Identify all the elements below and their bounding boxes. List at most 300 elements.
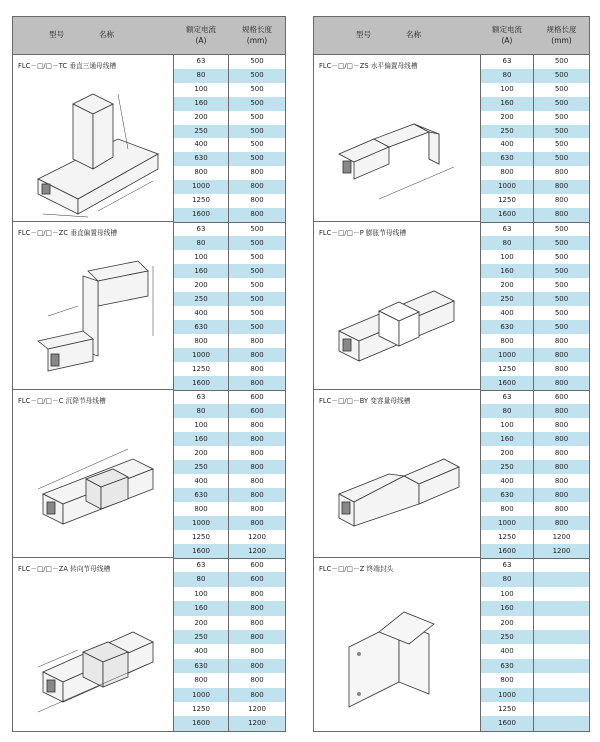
length-cell: 800	[554, 209, 569, 218]
current-cell: 200	[174, 616, 229, 630]
length-cell: 800	[250, 618, 264, 627]
current-cell: 1600	[174, 208, 229, 222]
current-cell: 1600	[174, 544, 229, 558]
table-row	[481, 69, 589, 83]
current-cell: 1600	[481, 376, 534, 390]
table-row	[174, 446, 285, 460]
current-cell: 1000	[481, 348, 534, 362]
section-title: FLC－□/□－TC 垂直三通母线槽	[18, 62, 117, 70]
current-cell: 250	[481, 630, 534, 644]
length-cell: 500	[554, 126, 569, 135]
table-row	[481, 659, 589, 673]
length-cell: 500	[554, 280, 569, 289]
length-cell: 800	[250, 647, 264, 656]
current-cell: 250	[174, 125, 229, 139]
table-row	[174, 208, 285, 222]
current-cell: 630	[481, 152, 534, 166]
table-row	[174, 83, 285, 97]
table-row	[174, 306, 285, 320]
section-title: FLC－□/□－Z 终端封头	[319, 565, 394, 573]
current-cell: 160	[174, 97, 229, 111]
current-cell: 160	[481, 97, 534, 111]
length-cell	[534, 587, 589, 601]
length-cell: 800	[250, 661, 264, 670]
current-cell: 200	[481, 111, 534, 125]
section-title: FLC－□/□－C 沉降节母线槽	[18, 397, 106, 405]
table-row	[174, 544, 285, 558]
table-row	[481, 616, 589, 630]
current-cell: 100	[481, 587, 534, 601]
length-cell: 500	[250, 57, 264, 65]
length-cell: 500	[554, 84, 569, 93]
header-current: 额定电流	[186, 25, 216, 34]
horizontal-offset-busway-illustration	[319, 69, 474, 219]
current-cell: 400	[481, 474, 534, 488]
current-cell: 1600	[481, 544, 534, 558]
current-cell: 200	[481, 616, 534, 630]
current-cell: 400	[174, 474, 229, 488]
length-cell: 1200	[552, 532, 571, 541]
current-cell: 250	[174, 630, 229, 644]
length-cell: 800	[250, 434, 264, 443]
table-row	[174, 362, 285, 376]
table-row	[481, 446, 589, 460]
length-cell: 500	[554, 98, 569, 107]
current-cell: 1250	[481, 194, 534, 208]
current-cell: 100	[481, 83, 534, 97]
table-row	[481, 558, 589, 572]
table-row	[174, 292, 285, 306]
table-row	[174, 460, 285, 474]
current-cell: 100	[174, 587, 229, 601]
current-cell: 250	[174, 292, 229, 306]
table-row	[481, 250, 589, 264]
length-cell: 500	[554, 308, 569, 317]
table-row	[174, 69, 285, 83]
header-current: 额定电流	[492, 25, 522, 34]
table-row	[174, 630, 285, 644]
length-cell: 1200	[248, 704, 266, 713]
current-cell: 80	[481, 572, 534, 586]
table-row	[481, 152, 589, 166]
length-cell: 500	[554, 70, 569, 79]
table-row	[174, 516, 285, 530]
length-cell: 800	[554, 364, 569, 373]
table-row	[481, 418, 589, 432]
table-row	[481, 488, 589, 502]
length-cell	[534, 659, 589, 673]
length-cell: 500	[250, 322, 264, 331]
current-cell: 160	[174, 601, 229, 615]
length-cell: 800	[250, 632, 264, 641]
length-cell: 500	[250, 224, 264, 233]
current-cell: 1250	[481, 362, 534, 376]
table-row	[174, 138, 285, 152]
table-row	[481, 264, 589, 278]
table-row	[481, 97, 589, 111]
length-cell: 800	[250, 690, 264, 699]
table-row	[481, 348, 589, 362]
current-cell: 1000	[481, 180, 534, 194]
table-row	[174, 180, 285, 194]
length-cell: 800	[554, 182, 569, 191]
length-cell: 1200	[552, 546, 571, 555]
length-cell: 500	[250, 70, 264, 79]
length-cell: 800	[554, 378, 569, 387]
current-cell: 100	[174, 250, 229, 264]
table-row	[481, 530, 589, 544]
length-cell: 800	[554, 476, 569, 485]
current-cell: 1600	[481, 716, 534, 730]
current-cell: 1250	[174, 702, 229, 716]
table-row	[481, 166, 589, 180]
table-row	[174, 152, 285, 166]
length-cell	[534, 702, 589, 716]
header-model: 型号	[356, 30, 371, 39]
table-row	[174, 716, 285, 730]
length-cell: 800	[554, 448, 569, 457]
current-cell: 1250	[174, 194, 229, 208]
length-cell: 500	[250, 140, 264, 149]
table-row	[481, 111, 589, 125]
table-header	[314, 17, 589, 55]
table-row	[174, 572, 285, 586]
length-cell: 500	[554, 294, 569, 303]
name-column	[314, 55, 481, 731]
table-row	[174, 390, 285, 404]
current-cell: 800	[481, 166, 534, 180]
current-cell: 1600	[481, 208, 534, 222]
header-model: 型号	[49, 30, 64, 39]
length-cell: 800	[250, 604, 264, 613]
current-cell: 400	[174, 138, 229, 152]
current-cell: 1600	[174, 716, 229, 730]
length-cell: 800	[250, 462, 264, 471]
length-cell: 500	[250, 294, 264, 303]
current-cell: 80	[174, 404, 229, 418]
table-row	[174, 236, 285, 250]
current-cell: 1000	[174, 688, 229, 702]
current-cell: 200	[481, 446, 534, 460]
length-cell: 800	[554, 196, 569, 205]
table-row	[481, 292, 589, 306]
length-cell: 800	[250, 378, 264, 387]
table-row	[174, 673, 285, 687]
table-row	[174, 278, 285, 292]
length-cell: 500	[554, 140, 569, 149]
table-row	[481, 502, 589, 516]
table-row	[174, 474, 285, 488]
table-row	[174, 264, 285, 278]
length-cell: 800	[250, 196, 264, 205]
length-cell: 800	[554, 490, 569, 499]
table-row	[174, 659, 285, 673]
current-cell: 80	[174, 572, 229, 586]
header-length-unit: (mm)	[551, 36, 572, 45]
table-row	[481, 474, 589, 488]
table-row	[481, 83, 589, 97]
left-value-grid	[174, 55, 285, 731]
current-cell: 800	[174, 502, 229, 516]
current-cell: 400	[174, 306, 229, 320]
table-row	[481, 644, 589, 658]
current-cell: 800	[174, 166, 229, 180]
length-cell: 800	[250, 350, 264, 359]
table-row	[481, 236, 589, 250]
table-row	[174, 688, 285, 702]
table-row	[174, 432, 285, 446]
current-cell: 630	[481, 659, 534, 673]
table-row	[481, 673, 589, 687]
header-current-unit: (A)	[501, 36, 513, 45]
table-row	[174, 376, 285, 390]
table-row	[481, 138, 589, 152]
length-cell: 800	[250, 168, 264, 177]
table-row	[481, 572, 589, 586]
current-cell: 80	[174, 69, 229, 83]
length-cell: 500	[250, 84, 264, 93]
current-cell: 1000	[174, 180, 229, 194]
current-cell: 63	[481, 223, 534, 236]
table-row	[481, 334, 589, 348]
current-cell: 400	[481, 306, 534, 320]
current-cell: 160	[481, 432, 534, 446]
length-cell: 500	[250, 154, 264, 163]
table-row	[481, 180, 589, 194]
table-row	[481, 516, 589, 530]
current-cell: 63	[481, 559, 534, 572]
table-row	[174, 530, 285, 544]
table-row	[481, 688, 589, 702]
length-cell: 800	[250, 448, 264, 457]
current-cell: 630	[174, 659, 229, 673]
table-row	[174, 250, 285, 264]
current-cell: 800	[174, 673, 229, 687]
length-cell: 800	[554, 336, 569, 345]
length-cell: 800	[250, 504, 264, 513]
table-row	[174, 194, 285, 208]
current-cell: 160	[174, 432, 229, 446]
table-row	[174, 125, 285, 139]
current-cell: 100	[174, 418, 229, 432]
table-row	[174, 587, 285, 601]
right-spec-table	[313, 16, 590, 732]
table-row	[481, 601, 589, 615]
length-cell: 800	[554, 518, 569, 527]
length-cell: 500	[250, 98, 264, 107]
table-row	[174, 97, 285, 111]
current-cell: 160	[481, 601, 534, 615]
section-z	[314, 558, 480, 731]
table-row	[174, 320, 285, 334]
section-title: FLC－□/□－ZC 垂直偏置母线槽	[18, 229, 118, 237]
length-cell: 800	[250, 518, 264, 527]
current-cell: 63	[481, 55, 534, 69]
table-row	[481, 716, 589, 730]
current-cell: 100	[481, 250, 534, 264]
length-cell	[534, 559, 589, 572]
current-cell: 1250	[174, 530, 229, 544]
length-cell: 500	[554, 322, 569, 331]
current-cell: 63	[174, 391, 229, 404]
current-cell: 630	[481, 488, 534, 502]
length-cell: 600	[250, 575, 264, 584]
length-cell: 500	[554, 224, 569, 233]
table-row	[481, 320, 589, 334]
table-row	[174, 222, 285, 236]
section-title: FLC－□/□－P 膨胀节母线槽	[319, 229, 407, 237]
length-cell	[534, 630, 589, 644]
length-cell: 600	[554, 392, 569, 401]
current-cell: 400	[174, 644, 229, 658]
section-zc	[13, 222, 173, 390]
table-row	[481, 222, 589, 236]
table-row	[481, 194, 589, 208]
table-row	[481, 460, 589, 474]
length-cell: 1200	[248, 532, 266, 541]
length-cell: 500	[250, 280, 264, 289]
header-length: 规格长度	[242, 25, 272, 34]
length-cell: 500	[250, 252, 264, 261]
current-cell: 250	[481, 125, 534, 139]
current-cell: 200	[174, 278, 229, 292]
section-zs	[314, 55, 480, 222]
table-row	[174, 418, 285, 432]
expansion-joint-busway-illustration	[319, 236, 474, 386]
current-cell: 160	[481, 264, 534, 278]
settlement-joint-busway-illustration	[18, 404, 168, 554]
table-row	[481, 125, 589, 139]
table-row	[174, 702, 285, 716]
current-cell: 1250	[481, 530, 534, 544]
current-cell: 63	[174, 223, 229, 236]
current-cell: 63	[174, 559, 229, 572]
current-cell: 250	[174, 460, 229, 474]
header-length-unit: (mm)	[246, 36, 268, 45]
current-cell: 200	[481, 278, 534, 292]
length-cell: 500	[554, 112, 569, 121]
length-cell: 800	[554, 168, 569, 177]
length-cell: 800	[250, 209, 264, 218]
left-spec-table	[12, 16, 286, 732]
current-cell: 800	[174, 334, 229, 348]
variable-capacity-busway-illustration	[319, 404, 474, 554]
table-row	[174, 166, 285, 180]
length-cell: 800	[554, 406, 569, 415]
current-cell: 630	[174, 152, 229, 166]
current-cell: 200	[174, 446, 229, 460]
table-row	[481, 404, 589, 418]
tee-busway-illustration	[18, 69, 168, 219]
current-cell: 1000	[174, 516, 229, 530]
length-cell: 600	[250, 392, 264, 401]
length-cell: 500	[250, 266, 264, 275]
length-cell: 500	[250, 238, 264, 247]
steering-joint-busway-illustration	[18, 572, 168, 727]
current-cell: 80	[481, 236, 534, 250]
current-cell: 400	[481, 138, 534, 152]
length-cell: 800	[250, 336, 264, 345]
current-cell: 1000	[481, 516, 534, 530]
current-cell: 160	[174, 264, 229, 278]
length-cell: 500	[250, 112, 264, 121]
current-cell: 80	[481, 69, 534, 83]
end-cap-illustration	[319, 572, 474, 727]
current-cell: 250	[481, 292, 534, 306]
length-cell: 500	[554, 238, 569, 247]
length-cell: 1200	[248, 719, 266, 728]
table-row	[174, 558, 285, 572]
length-cell	[534, 673, 589, 687]
length-cell	[534, 616, 589, 630]
current-cell: 1000	[481, 688, 534, 702]
length-cell: 800	[554, 350, 569, 359]
vertical-offset-busway-illustration	[18, 236, 168, 386]
length-cell: 800	[250, 364, 264, 373]
length-cell: 800	[554, 504, 569, 513]
current-cell: 800	[481, 334, 534, 348]
section-title: FLC－□/□－BY 变容量母线槽	[319, 397, 411, 405]
length-cell: 600	[250, 560, 264, 569]
current-cell: 630	[174, 488, 229, 502]
length-cell: 800	[250, 589, 264, 598]
current-cell: 63	[481, 391, 534, 404]
length-cell: 500	[250, 308, 264, 317]
section-title: FLC－□/□－ZA 转向节母线槽	[18, 565, 111, 573]
table-row	[481, 544, 589, 558]
length-cell: 800	[554, 434, 569, 443]
header-length: 规格长度	[546, 25, 577, 34]
current-cell: 100	[174, 83, 229, 97]
length-cell	[534, 644, 589, 658]
table-row	[481, 306, 589, 320]
current-cell: 250	[481, 460, 534, 474]
right-value-grid	[481, 55, 589, 731]
header-name: 名称	[406, 30, 421, 39]
header-name: 名称	[99, 30, 114, 39]
table-row	[481, 432, 589, 446]
current-cell: 1600	[174, 376, 229, 390]
table-row	[481, 702, 589, 716]
length-cell: 800	[250, 182, 264, 191]
current-cell: 630	[174, 320, 229, 334]
current-cell: 80	[481, 404, 534, 418]
table-row	[174, 334, 285, 348]
length-cell	[534, 716, 589, 730]
table-header	[13, 17, 285, 55]
length-cell	[534, 688, 589, 702]
length-cell: 500	[554, 252, 569, 261]
length-cell: 800	[250, 476, 264, 485]
name-column	[13, 55, 174, 731]
length-cell: 500	[554, 266, 569, 275]
table-row	[481, 390, 589, 404]
table-row	[174, 616, 285, 630]
table-row	[174, 644, 285, 658]
length-cell: 500	[554, 57, 569, 65]
table-row	[174, 404, 285, 418]
current-cell: 1250	[481, 702, 534, 716]
table-row	[481, 362, 589, 376]
section-c	[13, 390, 173, 558]
length-cell: 500	[554, 154, 569, 163]
table-row	[481, 208, 589, 222]
current-cell: 630	[481, 320, 534, 334]
table-row	[174, 55, 285, 69]
table-row	[174, 488, 285, 502]
length-cell: 800	[250, 490, 264, 499]
current-cell: 1250	[174, 362, 229, 376]
